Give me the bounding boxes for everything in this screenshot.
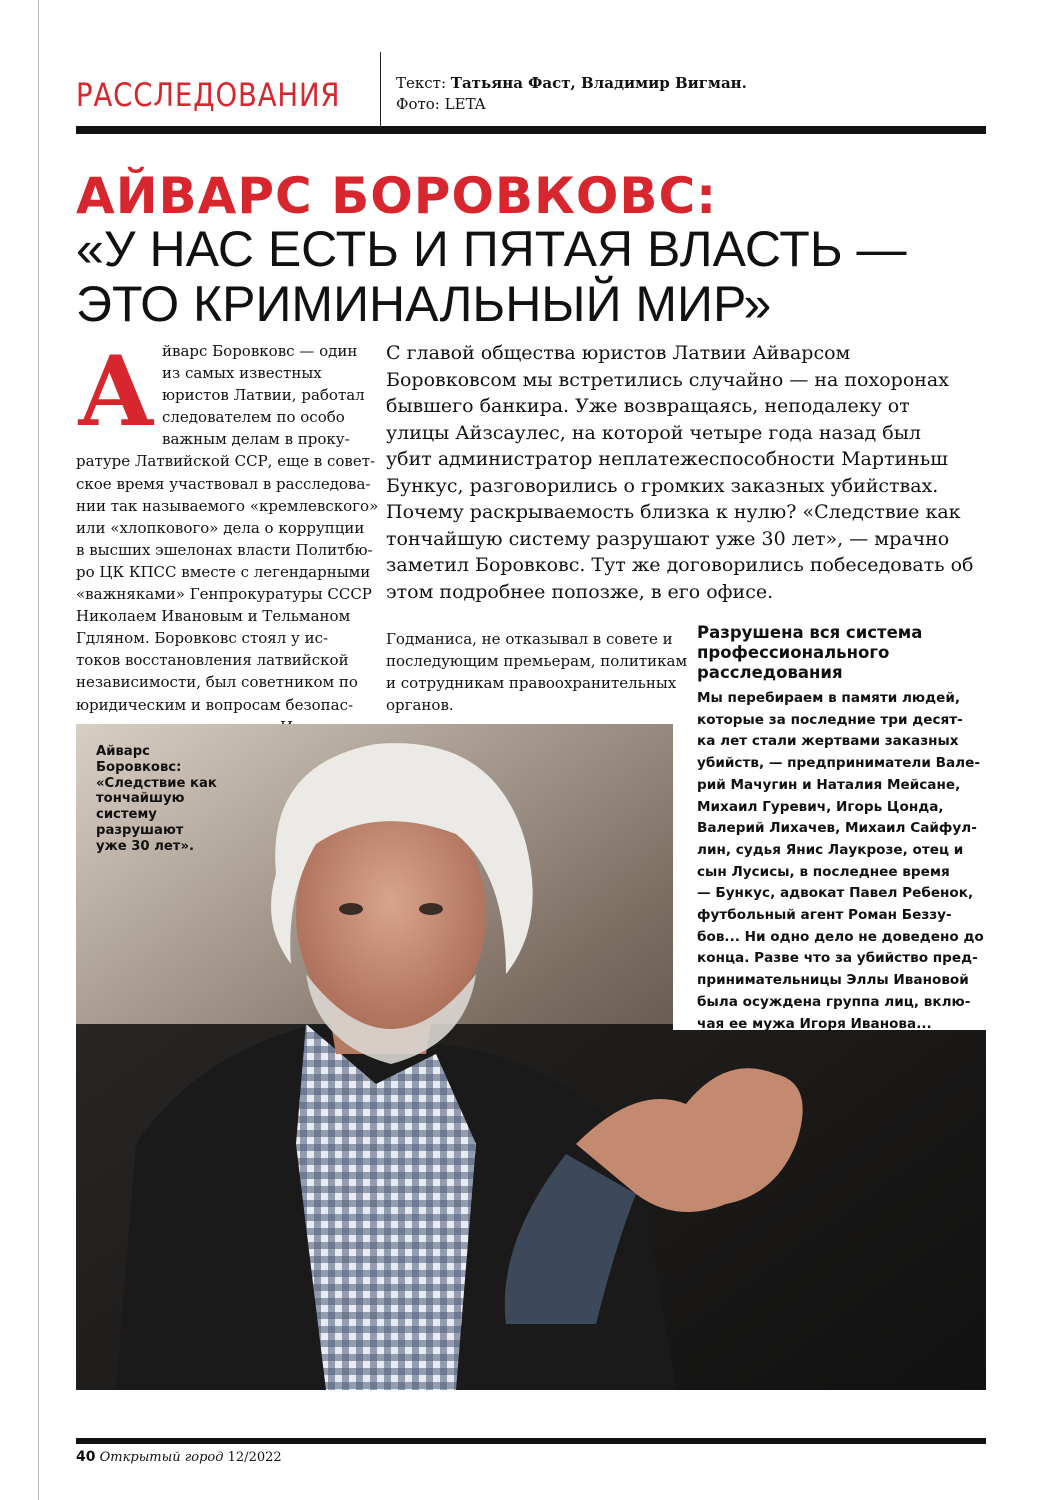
headline-name: АЙВАРС БОРОВКОВС: [76, 167, 718, 225]
intro-line: убит администратор неплатежеспособности Мартиньш [386, 448, 948, 470]
page-footer [76, 1449, 282, 1465]
lead-line: «важняками» Генпрокуратуры СССР [76, 585, 372, 604]
lead-line: независимости, был советником по [76, 673, 358, 692]
bottom-rule [76, 1438, 986, 1444]
body-line: Годманиса, не отказывал в совете и [386, 630, 673, 648]
section-rubric: РАССЛЕДОВАНИЯ [76, 76, 341, 114]
caption-line: разрушают [96, 822, 184, 838]
issue-number: 12/2022 [227, 1450, 282, 1465]
lead-line: или «хлопкового» дела о коррупции [76, 518, 365, 537]
headline-quote-line: «У НАС ЕСТЬ И ПЯТАЯ ВЛАСТЬ — [76, 221, 907, 277]
rubric-divider [380, 52, 381, 126]
lead-line: нии так называемого «кремлевского» [76, 496, 379, 515]
lead-line: ратуре Латвийской ССР, еще в совет- [76, 452, 376, 471]
body-line: последующим премьерам, политикам [386, 652, 688, 670]
intro-line: заметил Боровковс. Тут же договорились побеседовать об [386, 554, 974, 576]
lead-line: токов восстановления латвийской [76, 651, 349, 670]
text-credit-label: Текст: [396, 74, 447, 92]
lead-line: из самых известных [162, 364, 322, 383]
body-line: — Бункус, адвокат Павел Ребенок, [697, 885, 974, 902]
intro-paragraph [386, 340, 986, 605]
magazine-name: Открытый город [99, 1450, 224, 1465]
section-heading [697, 623, 987, 683]
body-line: которые за последние три десят- [697, 711, 963, 728]
body-line: рий Мачугин и Наталия Мейсане, [697, 776, 961, 793]
caption-line: тончайшую [96, 791, 185, 807]
body-column-2 [386, 628, 688, 716]
lead-line: в высших эшелонах власти Политбю- [76, 540, 373, 559]
photo-credit [396, 94, 747, 115]
lead-line: Николаем Ивановым и Тельманом [76, 607, 351, 626]
section-heading-line: Разрушена вся система [697, 623, 923, 642]
authors: Татьяна Фаст, Владимир Вигман. [450, 74, 747, 92]
intro-line: Боровковсом мы встретились случайно — на похоронах [386, 368, 949, 391]
caption-line: систему [96, 807, 157, 823]
body-line: Валерий Лихачев, Михаил Сайфул- [697, 820, 977, 837]
lead-line: следователем по особо [162, 408, 345, 427]
body-line: сын Лусисы, в последнее время [697, 863, 950, 880]
intro-line: бывшего банкира. Уже возвращаясь, неподалеку от [386, 395, 910, 417]
photo-source: LETA [444, 95, 486, 113]
lead-line: ро ЦК КПСС вместе с легендарными [76, 562, 371, 581]
caption-line: уже 30 лет». [96, 838, 194, 854]
headline-quote [76, 222, 986, 332]
body-line: принимательницы Эллы Ивановой [697, 972, 969, 989]
body-column-3 [697, 688, 987, 1035]
text-credit [396, 73, 747, 94]
body-line: Михаил Гуревич, Игорь Цонда, [697, 798, 944, 815]
top-rule [76, 126, 986, 134]
credits [396, 73, 747, 115]
intro-line: этом подробнее попозже, в его офисе. [386, 580, 774, 603]
drop-cap: А [76, 335, 156, 448]
intro-line: улицы Айзсаулес, на которой четыре года назад был [386, 421, 921, 444]
lead-line: Гдляном. Боровковс стоял у ис- [76, 629, 329, 648]
intro-line: С главой общества юристов Латвии Айварсом [386, 342, 851, 364]
photo-credit-label: Фото: [396, 95, 440, 113]
body-line: конца. Разве что за убийство пред- [697, 950, 978, 967]
lead-line: ское время участвовал в расследова- [76, 474, 371, 493]
body-line: убийств, — предприниматели Вале- [697, 755, 980, 772]
body-line: футбольный агент Роман Беззу- [697, 907, 952, 924]
intro-line: тончайшую систему разрушают уже 30 лет», — мрачно [386, 527, 950, 550]
section-heading-line: профессионального [697, 643, 890, 662]
lead-line: важным делам в проку- [162, 430, 350, 449]
lead-column [76, 335, 379, 738]
body-line: и сотрудникам правоохранительных [386, 674, 677, 692]
lead-line: юридическим и вопросам безопас- [76, 695, 354, 714]
lead-line: юристов Латвии, работал [162, 386, 365, 405]
headline-quote-line: ЭТО КРИМИНАЛЬНЫЙ МИР» [76, 276, 772, 332]
body-line: была осуждена группа лиц, вклю- [697, 993, 971, 1010]
body-line: лин, судья Янис Лаукрозе, отец и [697, 841, 964, 858]
section-heading-line: расследования [697, 663, 843, 682]
body-line: органов. [386, 696, 454, 714]
body-line: бов... Ни одно дело не доведено до [697, 928, 984, 945]
page-number: 40 [76, 1449, 96, 1465]
caption-line: «Следствие как [96, 775, 217, 791]
intro-line: Бункус, разговорились о громких заказных убийствах. [386, 474, 939, 497]
photo-caption [96, 744, 236, 855]
body-line: чая ее мужа Игоря Иванова... [697, 1015, 932, 1032]
page-gutter-line [38, 0, 39, 1500]
caption-line: Боровковс: [96, 759, 182, 775]
intro-line: Почему раскрываемость близка к нулю? «Следствие как [386, 501, 961, 523]
lead-line: йварс Боровковс — один [162, 342, 358, 360]
caption-line: Айварс [96, 744, 150, 759]
body-line: Мы перебираем в памяти людей, [697, 690, 961, 706]
body-line: ка лет стали жертвами заказных [697, 733, 959, 750]
